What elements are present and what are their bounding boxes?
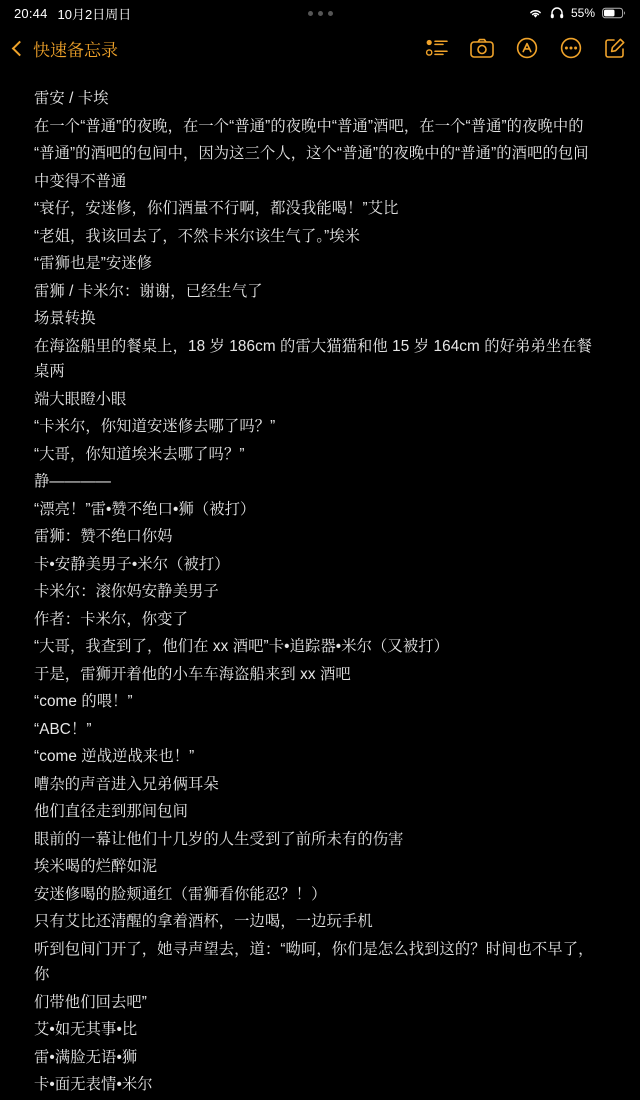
note-line: 雷安 / 卡埃 <box>34 90 109 107</box>
note-line: 埃米喝的烂醉如泥 <box>34 858 158 875</box>
camera-icon[interactable] <box>470 38 494 58</box>
note-line: 他们直径走到那间包间 <box>34 803 188 820</box>
note-line: “大哥，你知道埃米去哪了吗？” <box>34 445 245 463</box>
note-line: 雷狮 / 卡米尔：谢谢，已经生气了 <box>34 282 263 300</box>
battery-percent-label: 55% <box>570 6 595 20</box>
note-line: 安迷修喝的脸颊通红（雷狮看你能忍？！） <box>34 885 327 903</box>
status-date: 10月2日周日 <box>57 6 132 22</box>
markup-icon[interactable] <box>516 37 538 59</box>
note-line: “老姐，我该回去了，不然卡米尔该生气了。”埃米 <box>34 227 361 245</box>
status-right <box>528 6 626 20</box>
chevron-left-icon <box>12 40 28 56</box>
note-line: 场景转换 <box>34 310 96 327</box>
three-dots-indicator-icon <box>308 11 333 16</box>
note-line: “come 逆战逆战来也！” <box>34 748 195 765</box>
note-line: 在海盗船里的餐桌上，18 岁 186cm 的雷大猫猫和他 15 岁 164cm 的好弟弟坐在餐桌两 <box>34 337 593 380</box>
note-line: 卡•面无表情•米尔 <box>34 1076 153 1093</box>
back-button[interactable] <box>14 36 118 61</box>
note-line: 卡米尔：滚你妈安静美男子 <box>34 583 219 600</box>
status-time: 20:44 <box>14 5 48 21</box>
note-line: 静———— <box>34 473 111 490</box>
more-icon[interactable] <box>560 37 582 59</box>
note-line: “come 的喂！” <box>34 693 133 710</box>
note-line: 听到包间门开了，她寻声望去，道：“呦呵，你们是怎么找到这的？时间也不早了，你 <box>34 940 594 983</box>
note-body[interactable] <box>0 70 640 1100</box>
note-line: 于是，雷狮开着他的小车车海盗船来到 xx 酒吧 <box>34 665 351 683</box>
note-line: 作者：卡米尔，你变了 <box>34 610 188 628</box>
battery-icon <box>602 7 626 19</box>
checklist-icon[interactable] <box>426 38 448 58</box>
note-line: “卡米尔，你知道安迷修去哪了吗？” <box>34 418 276 435</box>
note-line: 们带他们回去吧” <box>34 993 147 1011</box>
note-line: 端大眼瞪小眼 <box>34 390 127 408</box>
note-line: 中变得不普通 <box>34 172 127 190</box>
note-line: 嘈杂的声音进入兄弟俩耳朵 <box>34 775 219 793</box>
note-line: “漂亮！”雷•赞不绝口•狮（被打） <box>34 500 256 518</box>
note-folder-title: 快速备忘录 <box>33 40 118 60</box>
note-line: “雷狮也是”安迷修 <box>34 255 153 272</box>
status-left <box>14 4 131 23</box>
note-line: 在一个“普通”的夜晚，在一个“普通”的夜晚中“普通”酒吧，在一个“普通”的夜晚中的 <box>34 117 584 135</box>
note-line: 眼前的一幕让他们十几岁的人生受到了前所未有的伤害 <box>34 830 404 848</box>
compose-icon[interactable] <box>604 37 626 59</box>
note-line: “ABC！” <box>34 720 92 738</box>
nav-actions <box>426 37 626 59</box>
note-line: 雷狮：赞不绝口你妈 <box>34 528 173 545</box>
note-line: “衰仔，安迷修，你们酒量不行啊，都没我能喝！”艾比 <box>34 200 399 217</box>
note-line: 雷•满脸无语•狮 <box>34 1048 138 1066</box>
note-line: 卡•安静美男子•米尔（被打） <box>34 555 230 573</box>
navigation-bar <box>0 26 640 70</box>
note-line: “普通”的酒吧的包间中，因为这三个人，这个“普通”的夜晚中的“普通”的酒吧的包间 <box>34 145 589 162</box>
status-bar <box>0 0 640 26</box>
note-line: 艾•如无其事•比 <box>34 1021 138 1038</box>
note-line: “大哥，我查到了，他们在 xx 酒吧”卡•追踪器•米尔（又被打） <box>34 638 450 655</box>
headphones-icon <box>550 7 564 19</box>
note-line: 只有艾比还清醒的拿着酒杯，一边喝，一边玩手机 <box>34 913 373 930</box>
wifi-icon <box>528 7 543 19</box>
